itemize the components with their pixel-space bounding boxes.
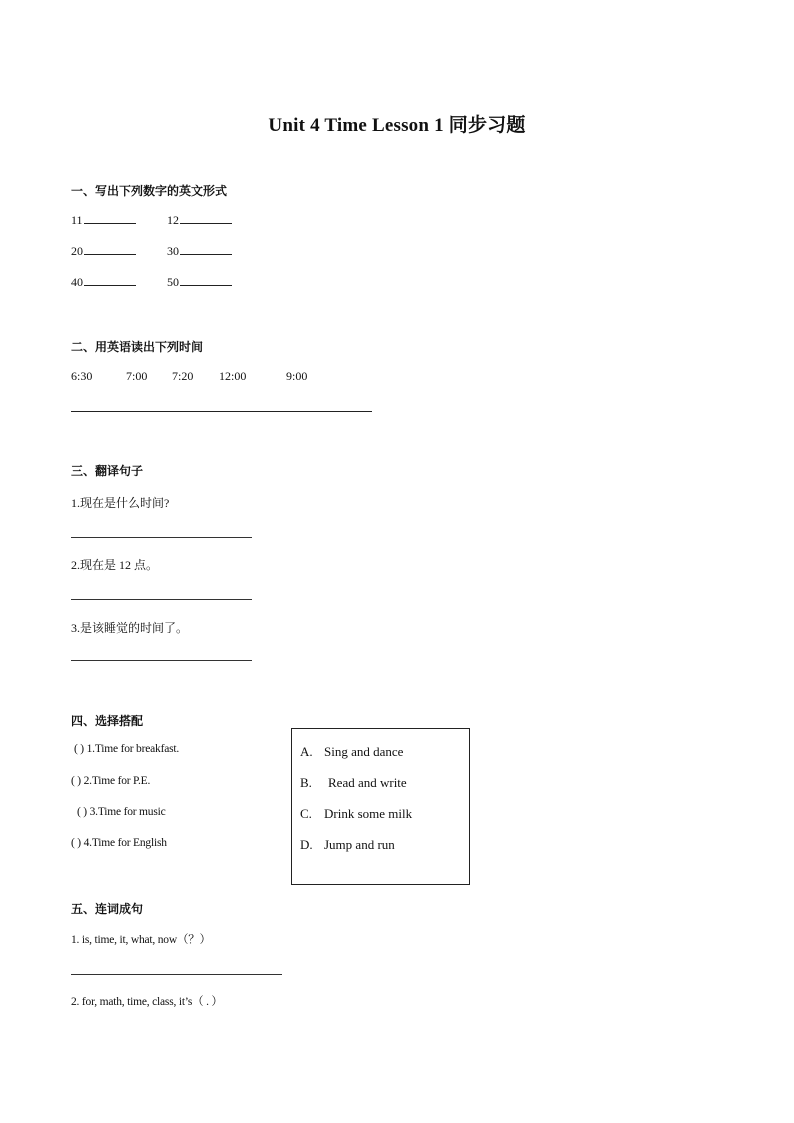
answer-line[interactable] — [71, 974, 282, 975]
sentence-item: 2. for, math, time, class, it’s（ . ） — [71, 996, 223, 1008]
option-item: B. Read and write — [300, 775, 407, 790]
answer-line[interactable] — [71, 411, 372, 412]
number-item: 50 — [167, 275, 232, 290]
translate-item: 1.现在是什么时间? — [71, 496, 170, 510]
section-2-heading: 二、用英语读出下列时间 — [71, 340, 204, 354]
answer-blank[interactable] — [84, 223, 136, 224]
answer-blank[interactable] — [180, 223, 232, 224]
number-item: 20 — [71, 244, 136, 259]
answer-blank[interactable] — [84, 254, 136, 255]
sentence-item: 1. is, time, it, what, now（？） — [71, 934, 211, 946]
match-item: ( ) 1.Time for breakfast. — [74, 743, 180, 755]
number-item: 30 — [167, 244, 232, 259]
number-item: 12 — [167, 213, 232, 228]
time-item: 6:30 — [71, 369, 93, 383]
option-item: D. Jump and run — [300, 837, 395, 852]
translate-item: 2.现在是 12 点。 — [71, 558, 159, 572]
time-item: 7:00 — [126, 369, 148, 383]
match-item: ( ) 4.Time for English — [71, 837, 167, 849]
option-item: A. Sing and dance — [300, 744, 404, 759]
number-item: 40 — [71, 275, 136, 290]
match-item: ( ) 3.Time for music — [77, 806, 166, 818]
section-5-heading: 五、连词成句 — [71, 902, 144, 916]
option-item: C. Drink some milk — [300, 806, 413, 821]
time-item: 12:00 — [219, 369, 247, 383]
answer-blank[interactable] — [180, 254, 232, 255]
number-item: 11 — [71, 213, 136, 228]
section-1-heading: 一、写出下列数字的英文形式 — [71, 184, 228, 198]
answer-line[interactable] — [71, 660, 252, 661]
translate-item: 3.是该睡觉的时间了。 — [71, 621, 189, 635]
time-item: 9:00 — [286, 369, 308, 383]
answer-line[interactable] — [71, 599, 252, 600]
page-title: Unit 4 Time Lesson 1 同步习题 — [268, 115, 526, 136]
answer-line[interactable] — [71, 537, 252, 538]
section-4-heading: 四、选择搭配 — [71, 714, 144, 728]
time-item: 7:20 — [172, 369, 194, 383]
answer-blank[interactable] — [84, 285, 136, 286]
answer-blank[interactable] — [180, 285, 232, 286]
match-item: ( ) 2.Time for P.E. — [71, 775, 151, 787]
section-3-heading: 三、翻译句子 — [71, 464, 144, 478]
